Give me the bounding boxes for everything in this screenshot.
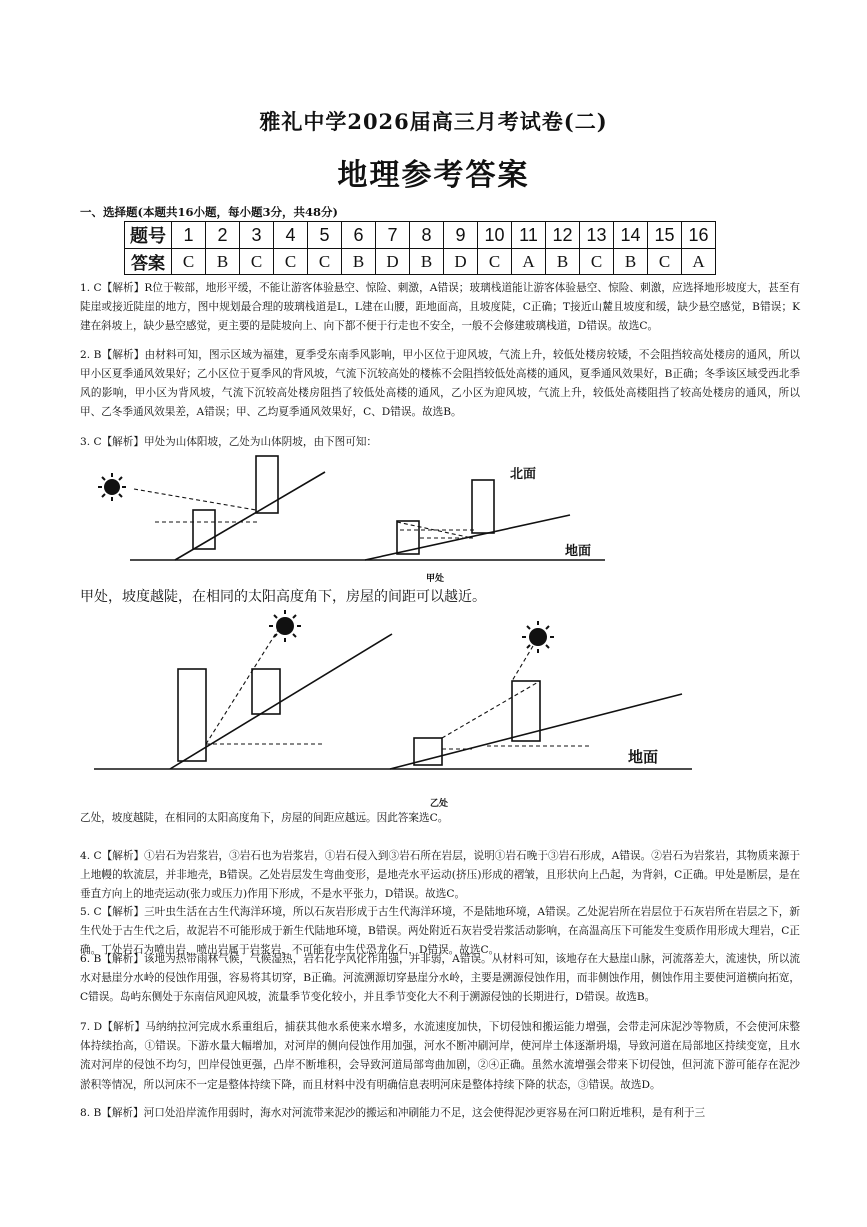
question-number-cell: 16 — [682, 222, 716, 249]
house-small — [252, 669, 280, 714]
sun-icon — [522, 621, 554, 653]
answer-cell: C — [240, 249, 274, 275]
section-heading: 一、选择题(本题共16小题，每小题3分，共48分) — [80, 205, 338, 219]
answer-cell: C — [648, 249, 682, 275]
answer-cell: D — [376, 249, 410, 275]
answer-cell: C — [580, 249, 614, 275]
row-label-number: 题号 — [125, 222, 172, 249]
question-number-cell: 10 — [478, 222, 512, 249]
answer-cell: A — [512, 249, 546, 275]
question-number-cell: 14 — [614, 222, 648, 249]
answer-cell: C — [274, 249, 308, 275]
explanation-q8: 8. B【解析】河口处沿岸流作用弱时，海水对河流带来泥沙的搬运和冲刷能力不足，这会使得泥沙更容易在河口附近堆积，是有利于三 — [80, 1107, 706, 1119]
answer-cell: C — [478, 249, 512, 275]
explanation-q2: 2. B【解析】由材料可知，图示区域为福建，夏季受东南季风影响，甲小区位于迎风坡，气流上升，较低处楼房较矮，不会阻挡较高处楼房的通风，所以甲小区夏季通风效果好；乙小区位于夏季风的背风坡，气流下沉较高处的楼栋不会阻挡较低处高楼的通风，夏季通风效果好，B正确；冬季该区域受西北季风的影响，甲小区为背风坡，气流下沉较高处楼房阻挡了较低处高楼的通风，乙小区为迎风坡，气流上升，较低处高楼阻挡了较高处楼房的通风，所以甲、乙冬季通风效果差，A错误；甲、乙均夏季通风效果好，C、D错误。故选B。 — [80, 349, 800, 418]
answer-cell: B — [342, 249, 376, 275]
row-label-answer: 答案 — [125, 249, 172, 275]
diagram-caption: 乙处 — [430, 799, 449, 809]
answer-cell: B — [410, 249, 444, 275]
question-number-cell: 9 — [444, 222, 478, 249]
table-row — [125, 249, 716, 275]
answer-cell: B — [614, 249, 648, 275]
jia-conclusion: 甲处，坡度越陡，在相同的太阳高度角下，房屋的间距可以越近。 — [80, 589, 486, 605]
question-number-cell: 13 — [580, 222, 614, 249]
subject-title: 地理参考答案 — [337, 158, 530, 193]
diagram-caption: 甲处 — [426, 574, 445, 584]
question-number-cell: 2 — [206, 222, 240, 249]
question-number-cell: 11 — [512, 222, 546, 249]
question-number-cell: 1 — [172, 222, 206, 249]
explanation-q6: 6. B【解析】该地为热带雨林气候，气候湿热，岩石化学风化作用强，并非弱，A错误。从材料可知，该地存在大悬崖山脉，河流落差大，流速快，所以流水对悬崖分水岭的侵蚀作用强，容易将其切穿，B正确。河流溯源切穿悬崖分水岭，主要是溯源侵蚀作用，而非侧蚀作用，侧蚀作用主要使河道横向拓宽，C错误。岛屿东侧处于东南信风迎风坡，流量季节变化较小，并且季节变化大不利于溯源侵蚀的长期进行，D错误。故选B。 — [80, 953, 800, 1004]
question-number-cell: 7 — [376, 222, 410, 249]
question-number-cell: 12 — [546, 222, 580, 249]
answer-cell: D — [444, 249, 478, 275]
diagram-yi — [92, 606, 697, 776]
answer-cell: B — [546, 249, 580, 275]
explanation-q4: 4. C【解析】①岩石为岩浆岩，③岩石也为岩浆岩，①岩石侵入到③岩石所在岩层，说明①岩石晚于③岩石形成，A错误。②岩石为岩浆岩，其物质来源于上地幔的软流层，并非地壳，B错误。乙处岩层发生弯曲变形，是地壳水平运动(挤压)形成的褶皱，且形状向上凸起，为背斜，C正确。甲处是断层，是在垂直方向上的地壳运动(张力或压力)作用下形成，不是水平张力，D错误。故选C。 — [80, 850, 800, 901]
ground-label: 地面 — [628, 748, 659, 766]
table-row — [125, 222, 716, 249]
question-number-cell: 5 — [308, 222, 342, 249]
answer-table — [124, 221, 716, 275]
yi-conclusion: 乙处，坡度越陡，在相同的太阳高度角下，房屋的间距应越远。因此答案选C。 — [80, 812, 449, 824]
explanation-q5: 5. C【解析】三叶虫生活在古生代海洋环境，所以石灰岩形成于古生代海洋环境，不是陆地环境，A错误。乙处泥岩所在岩层位于石灰岩所在岩层之下，新生代处于古生代之后，故泥岩不可能形成于新生代陆地环境，B错误。两处附近石灰岩受岩浆活动影响，在高温高压下可能发生变质作用形成大理岩，C正确。丁处岩石为喷出岩，喷出岩属于岩浆岩，不可能有中生代恐龙化石，D错误。故选C。 — [80, 906, 800, 957]
explanation-q1: 1. C【解析】R位于鞍部，地形平缓，不能让游客体验悬空、惊险、刺激，A错误；玻璃栈道能让游客体验悬空、惊险、刺激，应选择地形坡度大，甚至有陡崖或接近陡崖的地方，图中规划最合理的玻璃栈道是L，L建在山腰，距地面高，且坡度陡，C正确；T接近山麓且坡度和缓，缺少悬空感觉，B错误；K建在斜坡上，缺少悬空感觉，更主要的是陡坡向上、向下都不便于行走也不安全，一般不会修建玻璃栈道，D错误。故选C。 — [80, 282, 800, 332]
north-label: 北面 — [510, 467, 537, 482]
ground-label: 地面 — [565, 544, 592, 559]
sun-icon — [98, 473, 126, 501]
question-number-cell: 8 — [410, 222, 444, 249]
house-tall — [178, 669, 206, 761]
answer-cell: C — [308, 249, 342, 275]
house-tall — [256, 456, 278, 513]
question-number-cell: 6 — [342, 222, 376, 249]
answer-cell: C — [172, 249, 206, 275]
school-title: 雅礼中学2026届高三月考试卷(二) — [259, 109, 608, 134]
question-number-cell: 4 — [274, 222, 308, 249]
explanation-q3: 3. C【解析】甲处为山体阳坡，乙处为山体阴坡，由下图可知： — [80, 436, 378, 448]
answer-cell: B — [206, 249, 240, 275]
question-number-cell: 3 — [240, 222, 274, 249]
question-number-cell: 15 — [648, 222, 682, 249]
explanation-q7: 7. D【解析】马纳纳拉河完成水系重组后，捕获其他水系使来水增多，水流速度加快，下切侵蚀和搬运能力增强，会带走河床泥沙等物质，不会使河床整体持续抬高，①错误。下游水量大幅增加，对河岸的侧向侵蚀作用加强，河水不断冲刷河岸，使河岸土体逐渐坍塌，导致河道在局部地区持续变宽，且水流对河岸的侵蚀不均匀，凹岸侵蚀更强，凸岸不断堆积，会导致河道局部弯曲加剧，②④正确。虽然水流增强会带来下切侵蚀，但河流下游可能存在泥沙淤积等情况，所以河床不一定是整体持续下降，而且材料中没有明确信息表明河床是整体持续下降的状态，③错误。故选D。 — [80, 1021, 800, 1091]
answer-cell: A — [682, 249, 716, 275]
house-tall — [472, 480, 494, 533]
